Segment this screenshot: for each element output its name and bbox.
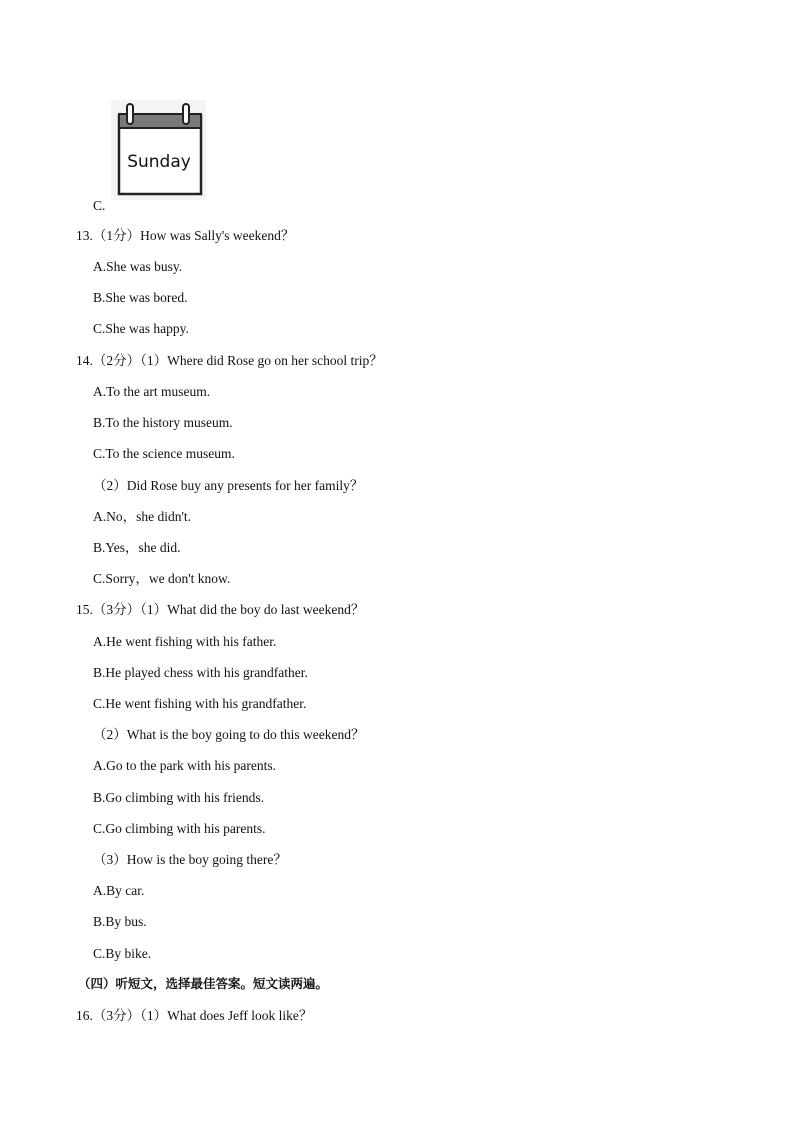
option-14-2-a[interactable]: A.No，she didn't. [93,509,192,524]
question-number: 14. [76,353,93,368]
sub-question-label: （2） [93,727,127,742]
option-13-b[interactable]: B.She was bored. [93,290,188,305]
question-text: Where did Rose go on her school trip？ [167,353,383,368]
question-text: How is the boy going there？ [126,852,287,867]
question-text: How was Sally's weekend？ [140,228,295,243]
question-number: 13. [76,228,93,243]
sub-question-label: （1） [140,1008,168,1023]
question-number: 15. [76,602,93,617]
sub-question-14-2 [93,478,363,494]
calendar-day-text: Sunday [127,152,191,172]
sub-question-label: （2） [93,478,127,493]
question-score: （3分） [92,1008,141,1023]
option-15-3-a[interactable]: A.By car. [93,883,145,898]
option-14-1-a[interactable]: A.To the art museum. [93,384,211,399]
question-14 [76,353,383,369]
sub-question-15-3 [93,852,287,868]
question-score: （1分） [92,228,141,243]
calendar-image [111,100,206,200]
calendar-icon [111,100,206,200]
option-15-2-c[interactable]: C.Go climbing with his parents. [93,821,266,836]
option-15-2-b[interactable]: B.Go climbing with his friends. [93,790,264,805]
question-text: What does Jeff look like？ [167,1008,313,1023]
sub-question-label: （1） [140,353,168,368]
question-text: What did the boy do last weekend？ [167,602,365,617]
image-option-label: C. [93,198,106,213]
sub-question-label: （1） [140,602,168,617]
sub-question-label: （3） [93,852,127,867]
option-15-3-c[interactable]: C.By bike. [93,946,152,961]
option-14-1-b[interactable]: B.To the history museum. [93,415,233,430]
question-15 [76,602,364,618]
question-text: Did Rose buy any presents for her family？ [126,478,364,493]
question-score: （2分） [92,353,141,368]
question-13 [76,228,294,244]
option-15-1-a[interactable]: A.He went fishing with his father. [93,634,277,649]
option-13-c[interactable]: C.She was happy. [93,321,189,336]
question-score: （3分） [92,602,141,617]
question-text: What is the boy going to do this weekend？ [126,727,365,742]
option-15-3-b[interactable]: B.By bus. [93,914,147,929]
question-16 [76,1008,312,1024]
option-15-2-a[interactable]: A.Go to the park with his parents. [93,758,276,773]
option-14-1-c[interactable]: C.To the science museum. [93,446,235,461]
option-15-1-b[interactable]: B.He played chess with his grandfather. [93,665,308,680]
option-13-a[interactable]: A.She was busy. [93,259,183,274]
sub-question-15-2 [93,727,364,743]
option-14-2-c[interactable]: C.Sorry，we don't know. [93,571,231,586]
section-header: （四）听短文，选择最佳答案。短文读两遍。 [78,976,329,991]
option-14-2-b[interactable]: B.Yes，she did. [93,540,181,555]
question-number: 16. [76,1008,93,1023]
option-15-1-c[interactable]: C.He went fishing with his grandfather. [93,696,307,711]
